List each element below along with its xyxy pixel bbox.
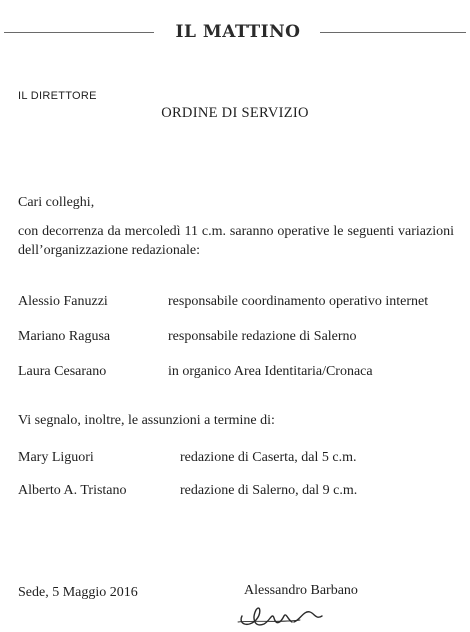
- director-label: IL DIRETTORE: [18, 90, 97, 102]
- masthead: [0, 22, 470, 42]
- change-name: Laura Cesarano: [18, 364, 107, 379]
- salutation: Cari colleghi,: [18, 195, 95, 210]
- change-role: responsabile redazione di Salerno: [168, 329, 357, 344]
- intro-paragraph: con decorrenza da mercoledì 11 c.m. saranno operative le seguenti variazioni dell’organizzazione redazionale:: [18, 224, 454, 258]
- change-role: responsabile coordinamento operativo internet: [168, 294, 429, 309]
- handwritten-signature: [234, 598, 354, 630]
- change-name: Alessio Fanuzzi: [18, 294, 108, 309]
- change-name: Mariano Ragusa: [18, 329, 111, 344]
- hires-intro: Vi segnalo, inoltre, le assunzioni a termine di:: [18, 413, 275, 428]
- place-date: Sede, 5 Maggio 2016: [18, 585, 138, 600]
- masthead-rule-left: [4, 32, 154, 33]
- signatory-name: Alessandro Barbano: [244, 583, 358, 598]
- hire-role: redazione di Salerno, dal 9 c.m.: [180, 483, 358, 498]
- hire-role: redazione di Caserta, dal 5 c.m.: [180, 450, 357, 465]
- hire-name: Alberto A. Tristano: [18, 483, 127, 498]
- document-title: ORDINE DI SERVIZIO: [161, 105, 309, 121]
- hire-name: Mary Liguori: [18, 450, 94, 465]
- masthead-rule-right: [320, 32, 466, 33]
- newspaper-logo: IL MATTINO: [175, 22, 301, 42]
- change-role: in organico Area Identitaria/Cronaca: [168, 364, 373, 379]
